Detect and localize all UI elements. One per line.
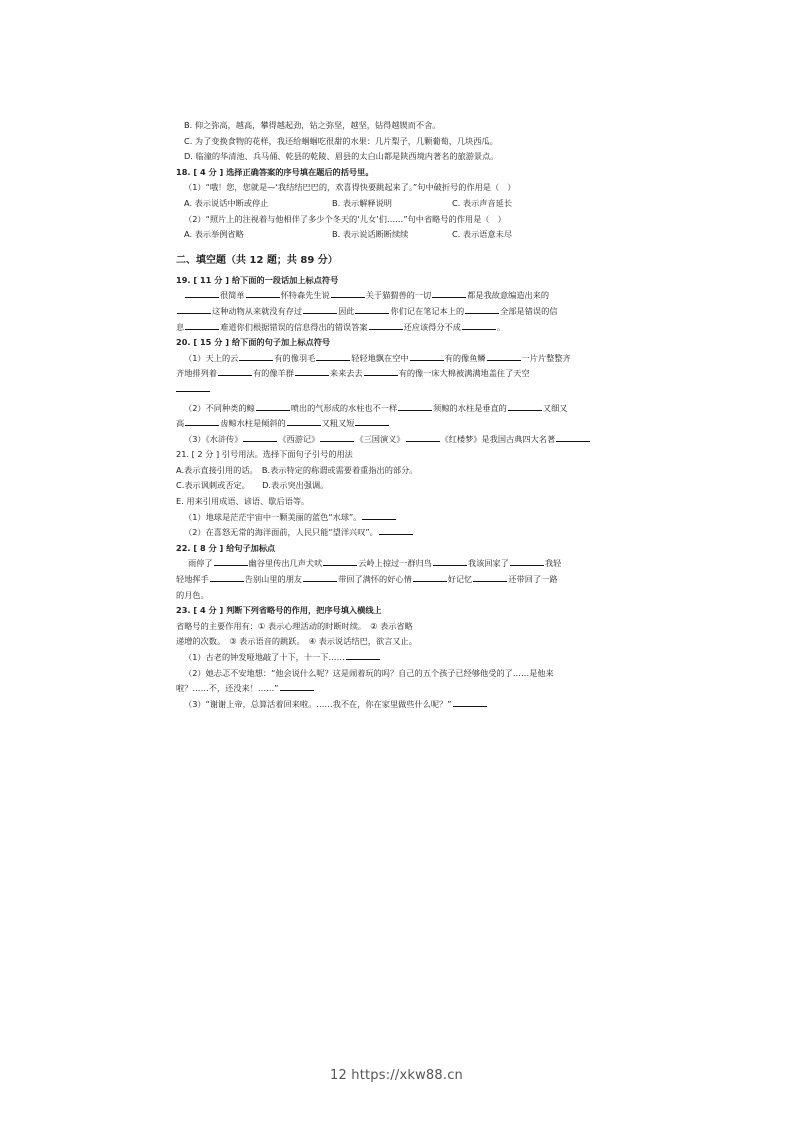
exam-page: [176, 118, 616, 712]
q18-sub2-option-a[interactable]: A. 表示举例省略: [184, 229, 244, 240]
q20-sub1-line1: [176, 351, 616, 367]
blank[interactable]: [214, 557, 248, 566]
blank[interactable]: [320, 433, 354, 442]
q19-seg: 这种动物从来就没有存过: [212, 305, 303, 316]
blank[interactable]: [406, 433, 440, 442]
q21-options-cd: [176, 478, 616, 494]
q19-seg: 都是我故意编造出来的: [467, 290, 550, 301]
blank[interactable]: [280, 682, 314, 691]
blank[interactable]: [243, 433, 277, 442]
q22-seg: 轻地挥手: [176, 574, 209, 585]
blank[interactable]: [287, 417, 321, 426]
q20-seg: 有的像鱼鳞: [444, 352, 486, 363]
q23-header: 23. [ 4 分 ] 判断下列省略号的作用，把序号填入横线上: [176, 605, 382, 616]
q19-seg: 怀特森先生说: [280, 290, 330, 301]
q20-seg: 《红楼梦》是我国古典四大名著: [440, 433, 556, 444]
q19-seg: 关于猫猬兽的一切: [365, 290, 432, 301]
q22-seg: 还带回了一路: [508, 574, 558, 585]
blank[interactable]: [369, 321, 403, 330]
q21-option-b: B.表示特定的称谓或需要着重指出的部分。: [261, 464, 418, 475]
q21-option-c: C.表示讽刺或否定。: [176, 480, 246, 491]
q19-line3: [176, 320, 616, 336]
q23-sub2a: （2）她忐忑不安地想：“他会说什么呢？这是闹着玩的吗？自己的五个孩子已经够他受的了……是他来: [184, 667, 554, 678]
blank[interactable]: [316, 352, 350, 361]
q18-sub2-option-c[interactable]: C. 表示语意未尽: [452, 229, 513, 240]
q22-seg: 云岭上掠过一群归鸟: [358, 558, 432, 569]
q20-seg: 又细又: [542, 402, 568, 413]
blank[interactable]: [508, 402, 542, 411]
q22-seg: 幽谷里传出几声犬吠: [248, 558, 323, 569]
blank[interactable]: [432, 289, 466, 298]
q20-sub2-line1: [176, 401, 616, 417]
q19-seg: 息: [176, 321, 185, 332]
q18-sub1-option-b[interactable]: B. 表示解释说明: [332, 197, 392, 208]
blank[interactable]: [473, 573, 507, 582]
q18-sub2-options: [176, 227, 616, 243]
blank[interactable]: [355, 305, 389, 314]
q20-seg: 齿鲸水柱是倾斜的: [220, 418, 286, 429]
q22-seg: 雨停了: [188, 558, 213, 569]
q20-seg: 轻轻地飘在空中: [351, 352, 409, 363]
q19-line2: [176, 304, 616, 320]
blank[interactable]: [487, 352, 521, 361]
q20-seg: 来来去去: [329, 368, 363, 379]
q23-sub2b: [176, 681, 616, 697]
blank[interactable]: [239, 352, 273, 361]
blank[interactable]: [462, 321, 496, 330]
q18-sub1-text: （1）“哦！您，您就是—‘我结结巴巴的，欢喜得快要跳起来了。”句中破折号的作用是（ ）: [184, 182, 516, 193]
blank[interactable]: [379, 526, 413, 535]
q19-seg: 还应该得分不成: [403, 321, 461, 332]
q19-seg: 很简单: [220, 290, 245, 301]
blank[interactable]: [185, 289, 219, 298]
q22-seg: 好记忆: [447, 574, 473, 585]
q23-sub1: [176, 650, 616, 666]
q21-option-a: A.表示直接引用的话。: [176, 464, 254, 475]
q19-seg: 全部是错误的信: [500, 305, 558, 316]
section-title: 二、填空题（共 12 题；共 89 分）: [176, 254, 338, 266]
q17-option-d: D. 临潼的华清池、兵马俑、乾县的乾陵、眉县的太白山都是陕西境内著名的旅游景点。: [184, 151, 499, 162]
q19-seg: 。: [496, 321, 506, 332]
q21-header: 21. [ 2 分 ] 引号用法。选择下面句子引号的用法: [176, 449, 353, 460]
blank[interactable]: [210, 573, 244, 582]
q21-sub1-text: （1）地球是茫茫宇宙中一颗美丽的蓝色“水球”。: [184, 511, 362, 522]
blank[interactable]: [453, 698, 487, 707]
q21-sub2: [176, 525, 616, 541]
q21-option-d: D.表示突出强调。: [262, 480, 329, 491]
blank[interactable]: [246, 289, 280, 298]
q23-sub2-text: 啦？……不，还没来！……”: [176, 683, 279, 694]
blank[interactable]: [346, 651, 380, 660]
blank[interactable]: [398, 402, 432, 411]
q20-seg: 又粗又短: [321, 418, 355, 429]
q20-seg: 有的像一床大棉被满满地盖住了天空: [398, 368, 530, 379]
blank[interactable]: [331, 289, 365, 298]
q23-sub1-text: （1）古老的钟发哑地敲了十下，十一下……: [184, 652, 345, 662]
q20-sub1-line3: [176, 382, 616, 398]
q20-header: 20. [ 15 分 ] 给下面的句子加上标点符号: [176, 337, 331, 348]
blank[interactable]: [323, 557, 357, 566]
q17-option-c: C. 为了变换食物的花样，我还给蝈蝈吃很甜的水果：几片梨子，几颗葡萄，几块西瓜。: [184, 135, 498, 146]
q20-seg: 一片片整整齐: [521, 352, 571, 363]
q20-sub1-line2: [176, 366, 616, 382]
q21-sub2-text: （2）在喜怒无常的海洋面前，人民只能“望洋兴叹”。: [184, 527, 378, 538]
blank[interactable]: [362, 511, 396, 520]
q20-seg: 须鲸的水柱是垂直的: [433, 402, 507, 413]
q20-seg: 有的像羽毛: [274, 352, 316, 363]
blank[interactable]: [295, 367, 329, 376]
q19-seg: 你们记在笔记本上的: [390, 305, 465, 316]
q20-seg: （2）不同种类的鲸: [184, 402, 255, 413]
blank[interactable]: [556, 433, 590, 442]
q19-header: 19. [ 11 分 ] 给下面的一段话加上标点符号: [176, 274, 339, 285]
q21-sub1: [176, 510, 616, 526]
blank[interactable]: [256, 402, 290, 411]
q19-line1: [176, 288, 616, 304]
q22-line2: [176, 572, 616, 588]
blank[interactable]: [185, 417, 219, 426]
q18-sub2-text: （2）“照片上的注视着与他相伴了多少个冬天的‘儿女’们……”句中省略号的作用是（ ）: [184, 213, 506, 224]
q22-seg: 我轻: [544, 558, 562, 569]
q20-seg: 齐地排列着: [176, 368, 217, 379]
q20-sub3: [176, 432, 616, 448]
q18-sub1-option-a[interactable]: A. 表示说话中断或停止: [184, 197, 269, 208]
q21-option-e: E. 用来引用成语、谚语、歇后语等。: [176, 496, 310, 507]
q20-sub2-line2: [176, 416, 616, 432]
q23-sub3: [176, 697, 616, 713]
blank[interactable]: [465, 305, 499, 314]
q23-intro2: 递增的次数。 ③ 表示语音的跳跃。 ④ 表示说话结巴，欲言又止。: [176, 636, 417, 647]
blank[interactable]: [177, 305, 211, 314]
q20-seg: 高: [176, 418, 185, 429]
blank[interactable]: [303, 573, 337, 582]
blank[interactable]: [176, 383, 210, 392]
blank[interactable]: [413, 573, 447, 582]
blank[interactable]: [355, 417, 389, 426]
q23-sub3-text: （3）“谢谢上帝，总算活着回来啦。……我不在，你在家里做些什么呢？”: [184, 698, 452, 709]
q22-seg: 我该回家了: [467, 558, 509, 569]
q22-seg: 带回了满怀的好心情: [338, 574, 412, 585]
page-footer: 12 https://xkw88.cn: [330, 1068, 463, 1083]
q18-sub2-option-b[interactable]: B. 表示说话断断续续: [332, 229, 409, 240]
q20-seg: （1）天上的云: [184, 352, 239, 363]
q18-header: 18. [ 4 分 ] 选择正确答案的序号填在题后的括号里。: [176, 166, 374, 177]
q18-sub1-option-c[interactable]: C. 表示声音延长: [452, 197, 513, 208]
blank[interactable]: [218, 367, 252, 376]
q22-seg: 告别山里的朋友: [244, 574, 303, 585]
blank[interactable]: [185, 321, 219, 330]
blank[interactable]: [510, 557, 544, 566]
blank[interactable]: [433, 557, 467, 566]
q23-intro1: 省略号的主要作用有：① 表示心理活动的时断时续。 ② 表示省略: [176, 620, 413, 631]
q20-seg: （3）《水浒传》: [184, 433, 243, 444]
q22-line1: [176, 556, 616, 572]
q20-seg: 喷出的气形成的水柱也不一样: [290, 402, 398, 413]
q19-seg: 因此: [338, 305, 355, 316]
q21-options-ab: [176, 463, 616, 479]
q22-line3: 的月色。: [176, 589, 209, 600]
blank[interactable]: [410, 352, 444, 361]
q18-sub1-options: [176, 196, 616, 212]
q17-option-b: B. 仰之弥高，越高，攀得越起劲，钻之弥坚，越坚，钻得越锲而不舍。: [184, 120, 441, 130]
q22-header: 22. [ 8 分 ] 给句子加标点: [176, 542, 276, 553]
q20-seg: 《三国演义》: [355, 433, 405, 444]
blank[interactable]: [364, 367, 398, 376]
q20-seg: 《西游记》: [278, 433, 320, 444]
q19-seg: 难道你们根据错误的信息得出的错误答案: [220, 321, 368, 332]
blank[interactable]: [303, 305, 337, 314]
q20-seg: 有的像羊群: [252, 368, 294, 379]
